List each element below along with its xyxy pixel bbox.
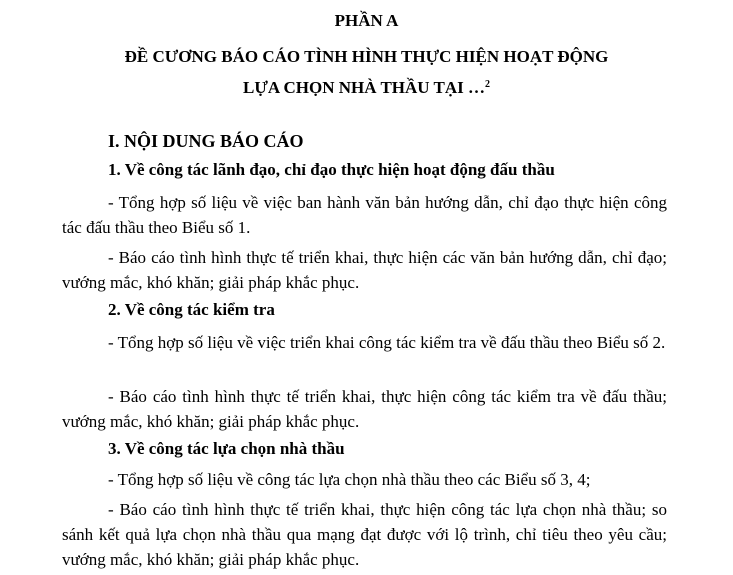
subsection-3-heading: 3. Về công tác lựa chọn nhà thầu [108, 439, 345, 458]
subsection-1-paragraph-2: - Báo cáo tình hình thực tế triển khai, thực hiện các văn bản hướng dẫn, chỉ đạo; vướng mắc, khó khăn; giải pháp khắc phục. [62, 248, 667, 292]
subsection-1-heading: 1. Về công tác lãnh đạo, chỉ đạo thực hiện hoạt động đấu thầu [108, 160, 555, 179]
document-title [0, 43, 733, 102]
subsection-2-heading: 2. Về công tác kiểm tra [108, 300, 275, 319]
subsection-1-paragraph-1: - Tổng hợp số liệu về việc ban hành văn bản hướng dẫn, chỉ đạo thực hiện công tác đấu thầu theo Biểu số 1. [62, 193, 667, 237]
title-line-1: ĐỀ CƯƠNG BÁO CÁO TÌNH HÌNH THỰC HIỆN HOẠT ĐỘNG [124, 47, 609, 66]
title-line-2 [0, 71, 733, 102]
footnote-reference[interactable]: 2 [484, 79, 490, 90]
title-line-2-text: LỰA CHỌN NHÀ THẦU TẠI … [243, 78, 485, 97]
subsection-2-paragraph-1: - Tổng hợp số liệu về việc triển khai công tác kiểm tra về đấu thầu theo Biểu số 2. [108, 333, 666, 352]
part-label: PHẦN A [334, 11, 399, 30]
section-heading: I. NỘI DUNG BÁO CÁO [108, 131, 304, 151]
subsection-3-paragraph-2: - Báo cáo tình hình thực tế triển khai, thực hiện công tác lựa chọn nhà thầu; so sánh kết quả lựa chọn nhà thầu qua mạng đạt được với lộ trình, chỉ tiêu theo yêu cầu; vướng mắc, khó khăn; giải pháp khắc phục. [62, 500, 667, 569]
subsection-3-paragraph-1: - Tổng hợp số liệu về công tác lựa chọn nhà thầu theo các Biểu số 3, 4; [108, 470, 591, 489]
subsection-2-paragraph-2: - Báo cáo tình hình thực tế triển khai, thực hiện công tác kiểm tra về đấu thầu; vướng mắc, khó khăn; giải pháp khắc phục. [62, 387, 667, 431]
